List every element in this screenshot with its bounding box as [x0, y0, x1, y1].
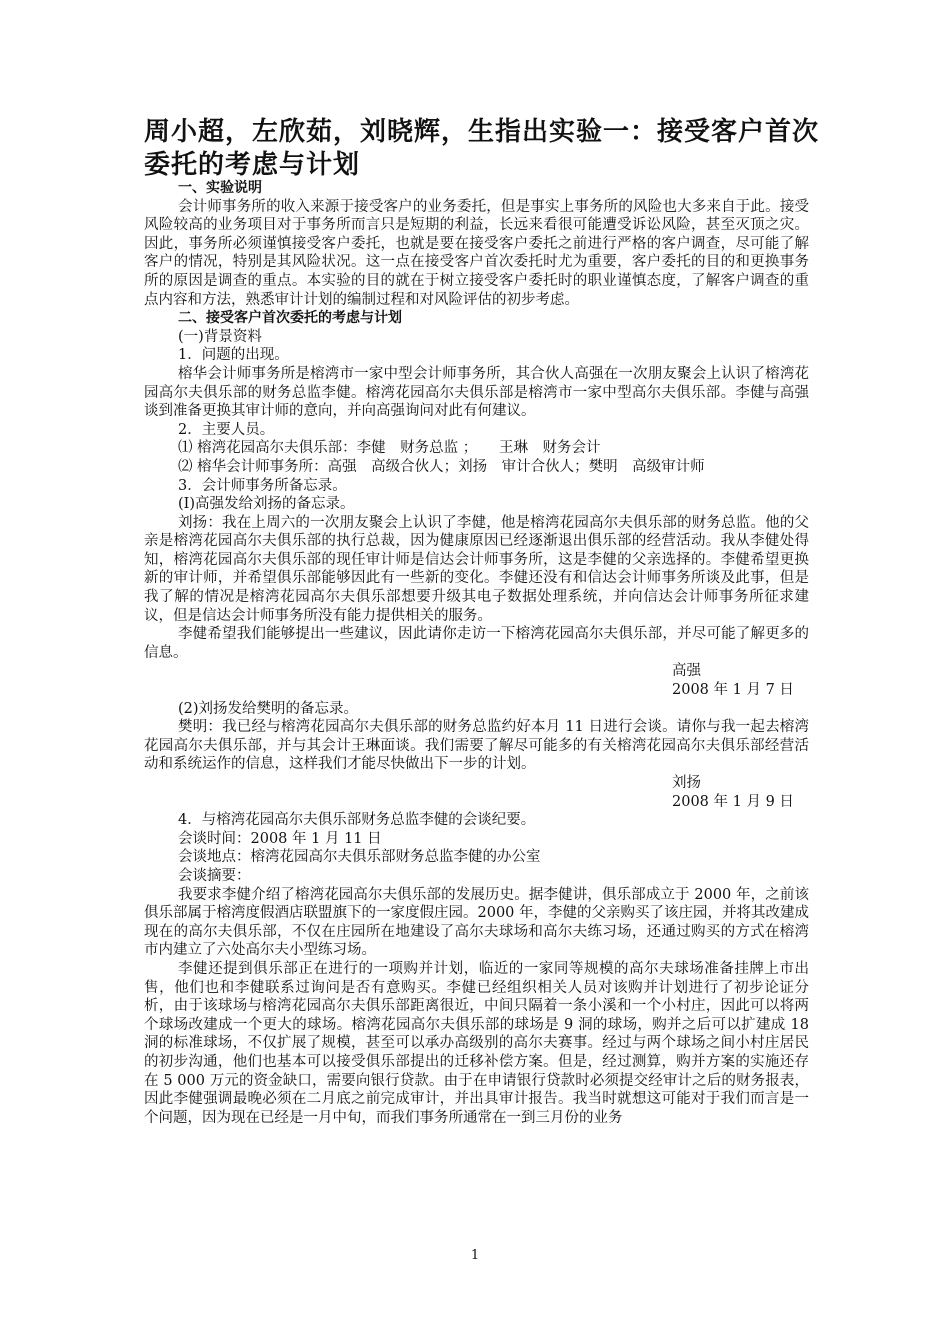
document-body: [144, 179, 809, 1127]
list-item: 1．问题的出现。: [178, 347, 289, 364]
paragraph: 我要求李健介绍了榕湾花园高尔夫俱乐部的发展历史。据李健讲，俱乐部成立于 2000 年，之前该俱乐部属于榕湾度假酒店联盟旗下的一家度假庄园。2000 年，李健的父亲购买了该庄园，并将其改建成现在的高尔夫俱乐部，不仅在庄园所在地建设了高尔夫球场和高尔夫练习场，还通过购买的方式在榕湾市内建立了六处高尔夫小型练习场。: [144, 886, 810, 959]
paragraph: 榕华会计师事务所是榕湾市一家中型会计师事务所，其合伙人高强在一次朋友聚会上认识了榕湾花园高尔夫俱乐部的财务总监李健。榕湾花园高尔夫俱乐部是榕湾市一家中型高尔夫俱乐部。李健与高强谈到准备更换其审计师的意向，并向高强询问对此有何建议。: [144, 365, 809, 420]
memo-heading: (2)刘扬发给樊明的备忘录。: [178, 700, 359, 717]
paragraph: 樊明：我已经与榕湾花园高尔夫俱乐部的财务总监约好本月 11 日进行会谈。请你与我一起去榕湾花园高尔夫俱乐部，并与其会计王琳面谈。我们需要了解尽可能多的有关榕湾花园高尔夫俱乐部经营活动和系统运作的信息，这样我们才能尽快做出下一步的计划。: [144, 719, 809, 773]
subheading: (一)背景资料: [178, 328, 262, 345]
meeting-location: 会谈地点：榕湾花园高尔夫俱乐部财务总监李健的办公室: [178, 849, 541, 866]
list-item: ⑵ 榕华会计师事务所：高强 高级合伙人；刘扬 审计合伙人；樊明 高级审计师: [178, 458, 705, 475]
page-number: 1: [470, 1248, 480, 1263]
meeting-time: 会谈时间：2008 年 1 月 11 日: [178, 830, 382, 847]
signature-date: 2008 年 1 月 9 日: [672, 793, 794, 810]
paragraph: 李健还提到俱乐部正在进行的一项购并计划，临近的一家同等规模的高尔夫球场准备挂牌上市出售，他们也和李健联系过询问是否有意购买。李健已经组织相关人员对该购并计划进行了初步论证分析，由于该球场与榕湾花园高尔夫俱乐部距离很近，中间只隔着一条小溪和一个小村庄，因此可以将两个球场改建成一个更大的球场。榕湾花园高尔夫俱乐部的球场是 9 洞的球场，购并之后可以扩建成 18 洞的标准球场，不仅扩展了规模，甚至可以承办高级别的高尔夫赛事。经过与两个球场之间小村庄居民的初步沟通，他们也基本可以接受俱乐部提出的迁移补偿方案。但是，经过测算，购并方案的实施还存在 5 000 万元的资金缺口，需要向银行贷款。由于在申请银行贷款时必须提交经审计之后的财务报表，因此李健强调最晚必须在二月底之前完成审计，并出具审计报告。我当时就想这可能对于我们而言是一个问题，因为现在已经是一月中旬，而我们事务所通常在一到三月份的业务: [144, 960, 809, 1126]
section-heading: 一、实验说明: [178, 180, 262, 196]
list-item: 3．会计师事务所备忘录。: [178, 477, 347, 494]
list-item: 4．与榕湾花园高尔夫俱乐部财务总监李健的会谈纪要。: [178, 812, 536, 829]
meeting-summary-label: 会谈摘要：: [178, 867, 251, 884]
signature-date: 2008 年 1 月 7 日: [672, 682, 794, 699]
signature-name: 高强: [672, 663, 701, 680]
section-heading: 二、接受客户首次委托的考虑与计划: [178, 310, 402, 327]
list-item: 2．主要人员。: [178, 421, 275, 438]
list-item: ⑴ 榕湾花园高尔夫俱乐部：李健 财务总监 ； 王琳 财务会计: [178, 440, 601, 457]
paragraph: 会计师事务所的收入来源于接受客户的业务委托，但是事实上事务所的风险也大多来自于此。接受风险较高的业务项目对于事务所而言只是短期的利益，长远来看很可能遭受诉讼风险，甚至灭顶之灾。因此，事务所必须谨慎接受客户委托，也就是要在接受客户委托之前进行严格的客户调查，尽可能了解客户的情况，特别是其风险状况。这一点在接受客户首次委托时尤为重要，客户委托的目的和更换事务所的原因是调查的重点。本实验的目的就在于树立接受客户委托时的职业谨慎态度，了解客户调查的重点内容和方法，熟悉审计计划的编制过程和对风险评估的初步考虑。: [144, 198, 809, 308]
paragraph: 李健希望我们能够提出一些建议，因此请你走访一下榕湾花园高尔夫俱乐部，并尽可能了解更多的信息。: [144, 626, 809, 661]
signature-name: 刘扬: [672, 775, 701, 791]
paragraph: 刘扬：我在上周六的一次朋友聚会上认识了李健，他是榕湾花园高尔夫俱乐部的财务总监。他的父亲是榕湾花园高尔夫俱乐部的执行总裁，因为健康原因已经逐渐退出俱乐部的经营活动。我从李健处得知，榕湾花园高尔夫俱乐部的现任审计师是信达会计师事务所，这是李健的父亲选择的。李健希望更换新的审计师，并希望俱乐部能够因此有一些新的变化。李健还没有和信达会计师事务所谈及此事，但是我了解的情况是榕湾花园高尔夫俱乐部想要升级其电子数据处理系统，并向信达会计师事务所征求建议，但是信达会计师事务所没有能力提供相关的服务。: [144, 514, 809, 624]
document-title: 周小超，左欣茹，刘晓辉，生指出实验一：接受客户首次委托的考虑与计划: [144, 117, 820, 180]
memo-heading: (I)高强发给刘扬的备忘录。: [178, 496, 355, 513]
